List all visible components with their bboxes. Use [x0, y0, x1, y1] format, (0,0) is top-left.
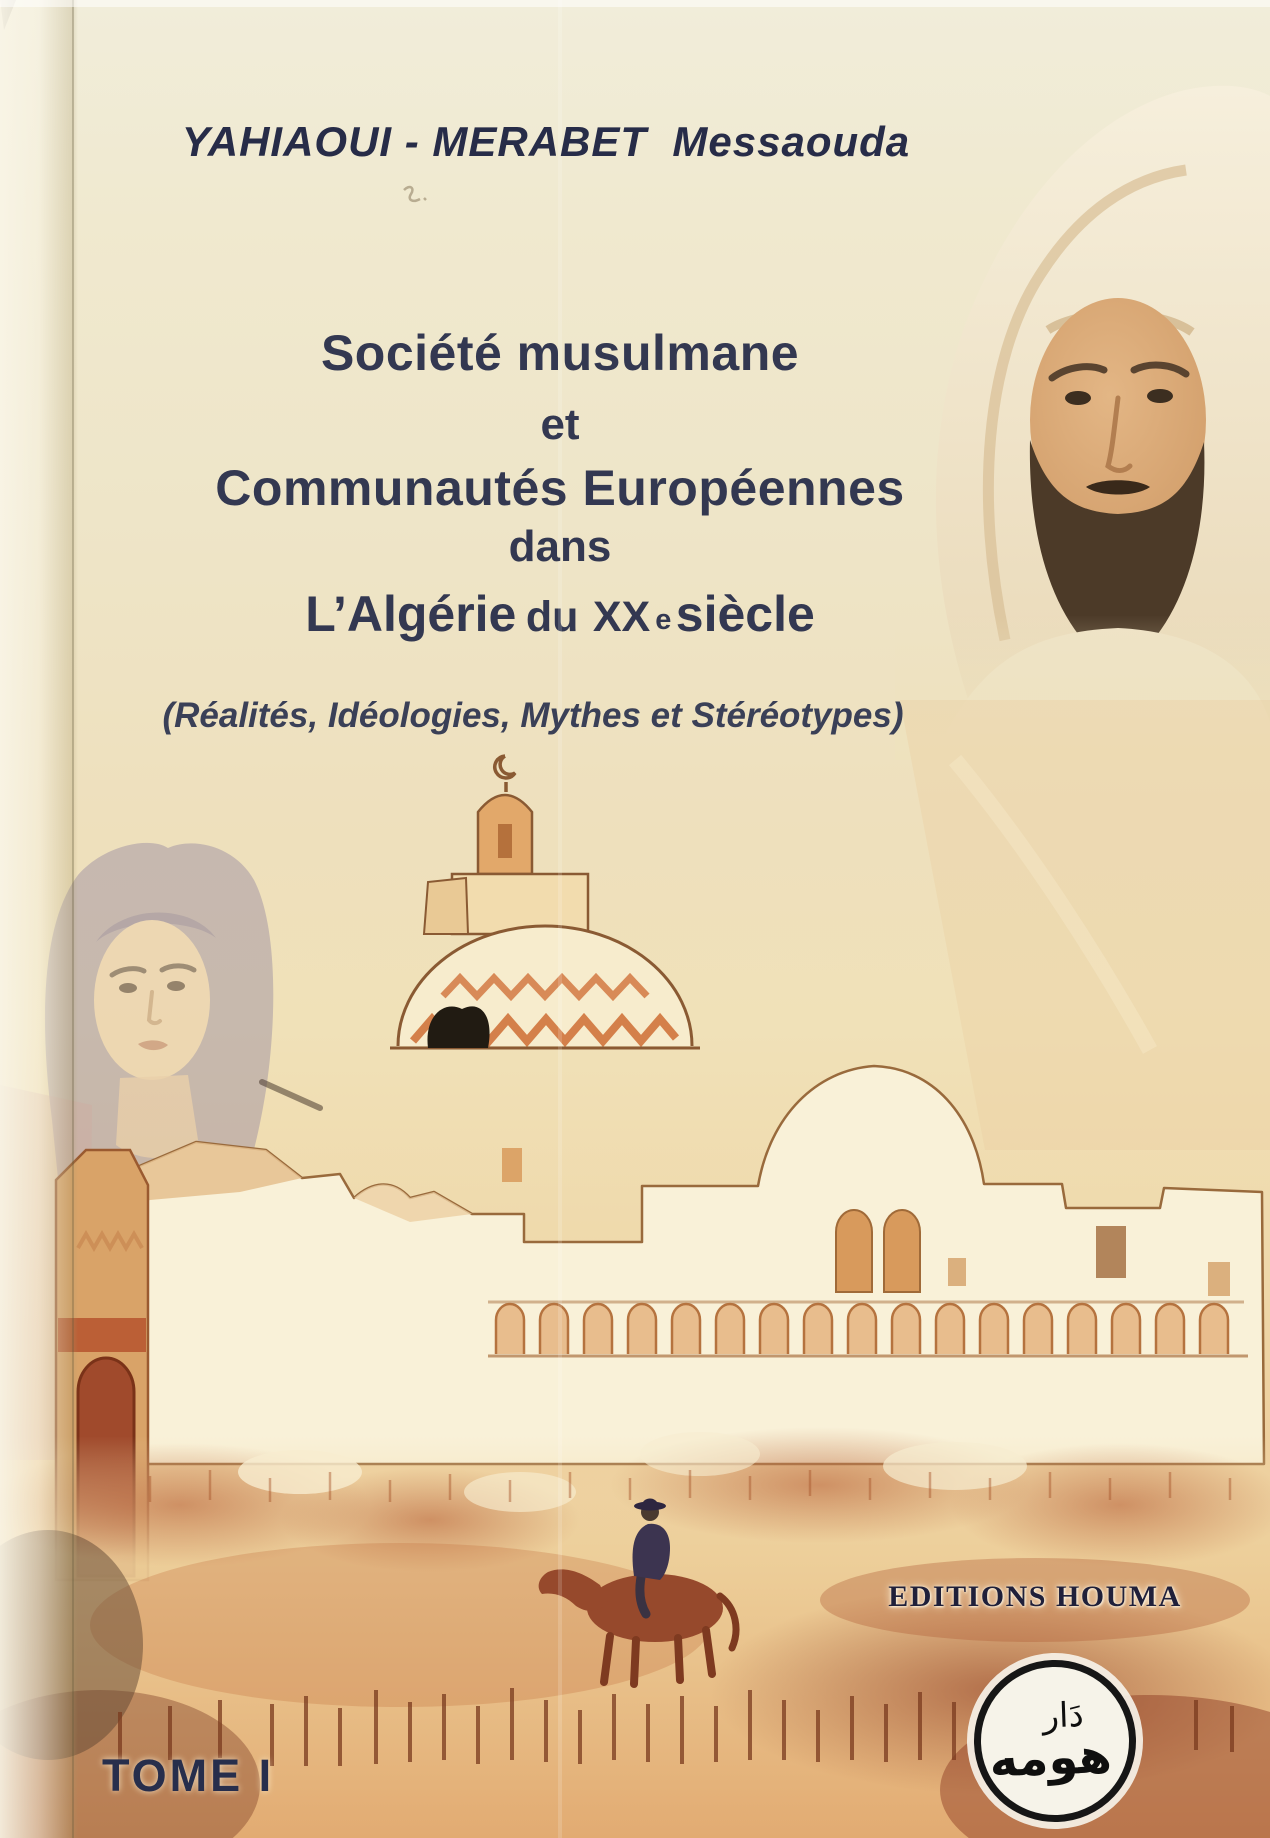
- title-siecle: siècle: [675, 586, 815, 642]
- title-xx: XX: [592, 593, 651, 641]
- title-algerie: L’Algérie: [305, 586, 517, 642]
- mosque: [390, 756, 700, 1048]
- logo-arabic-bottom: هومه: [988, 1728, 1113, 1789]
- author-name: YAHIAOUI - MERABET Messaouda: [181, 118, 911, 165]
- title-line-1: Société musulmane: [320, 325, 800, 381]
- title-du: du: [525, 593, 579, 641]
- title-line-3: Communautés Européennes: [215, 460, 905, 516]
- title-line-2: et: [540, 400, 580, 449]
- title-line-4: dans: [508, 522, 612, 571]
- pencil-mark: [404, 187, 426, 201]
- publisher-name: EDITIONS HOUMA: [888, 1580, 1182, 1613]
- scan-top-edge: [0, 0, 1270, 7]
- subtitle: (Réalités, Idéologies, Mythes et Stéréotypes): [162, 696, 904, 735]
- title-xx-exponent: e: [655, 604, 672, 636]
- book-spine-edge: [0, 0, 78, 1838]
- logo-arabic-top: دَار: [1041, 1694, 1085, 1737]
- volume-label: TOME I: [102, 1750, 275, 1801]
